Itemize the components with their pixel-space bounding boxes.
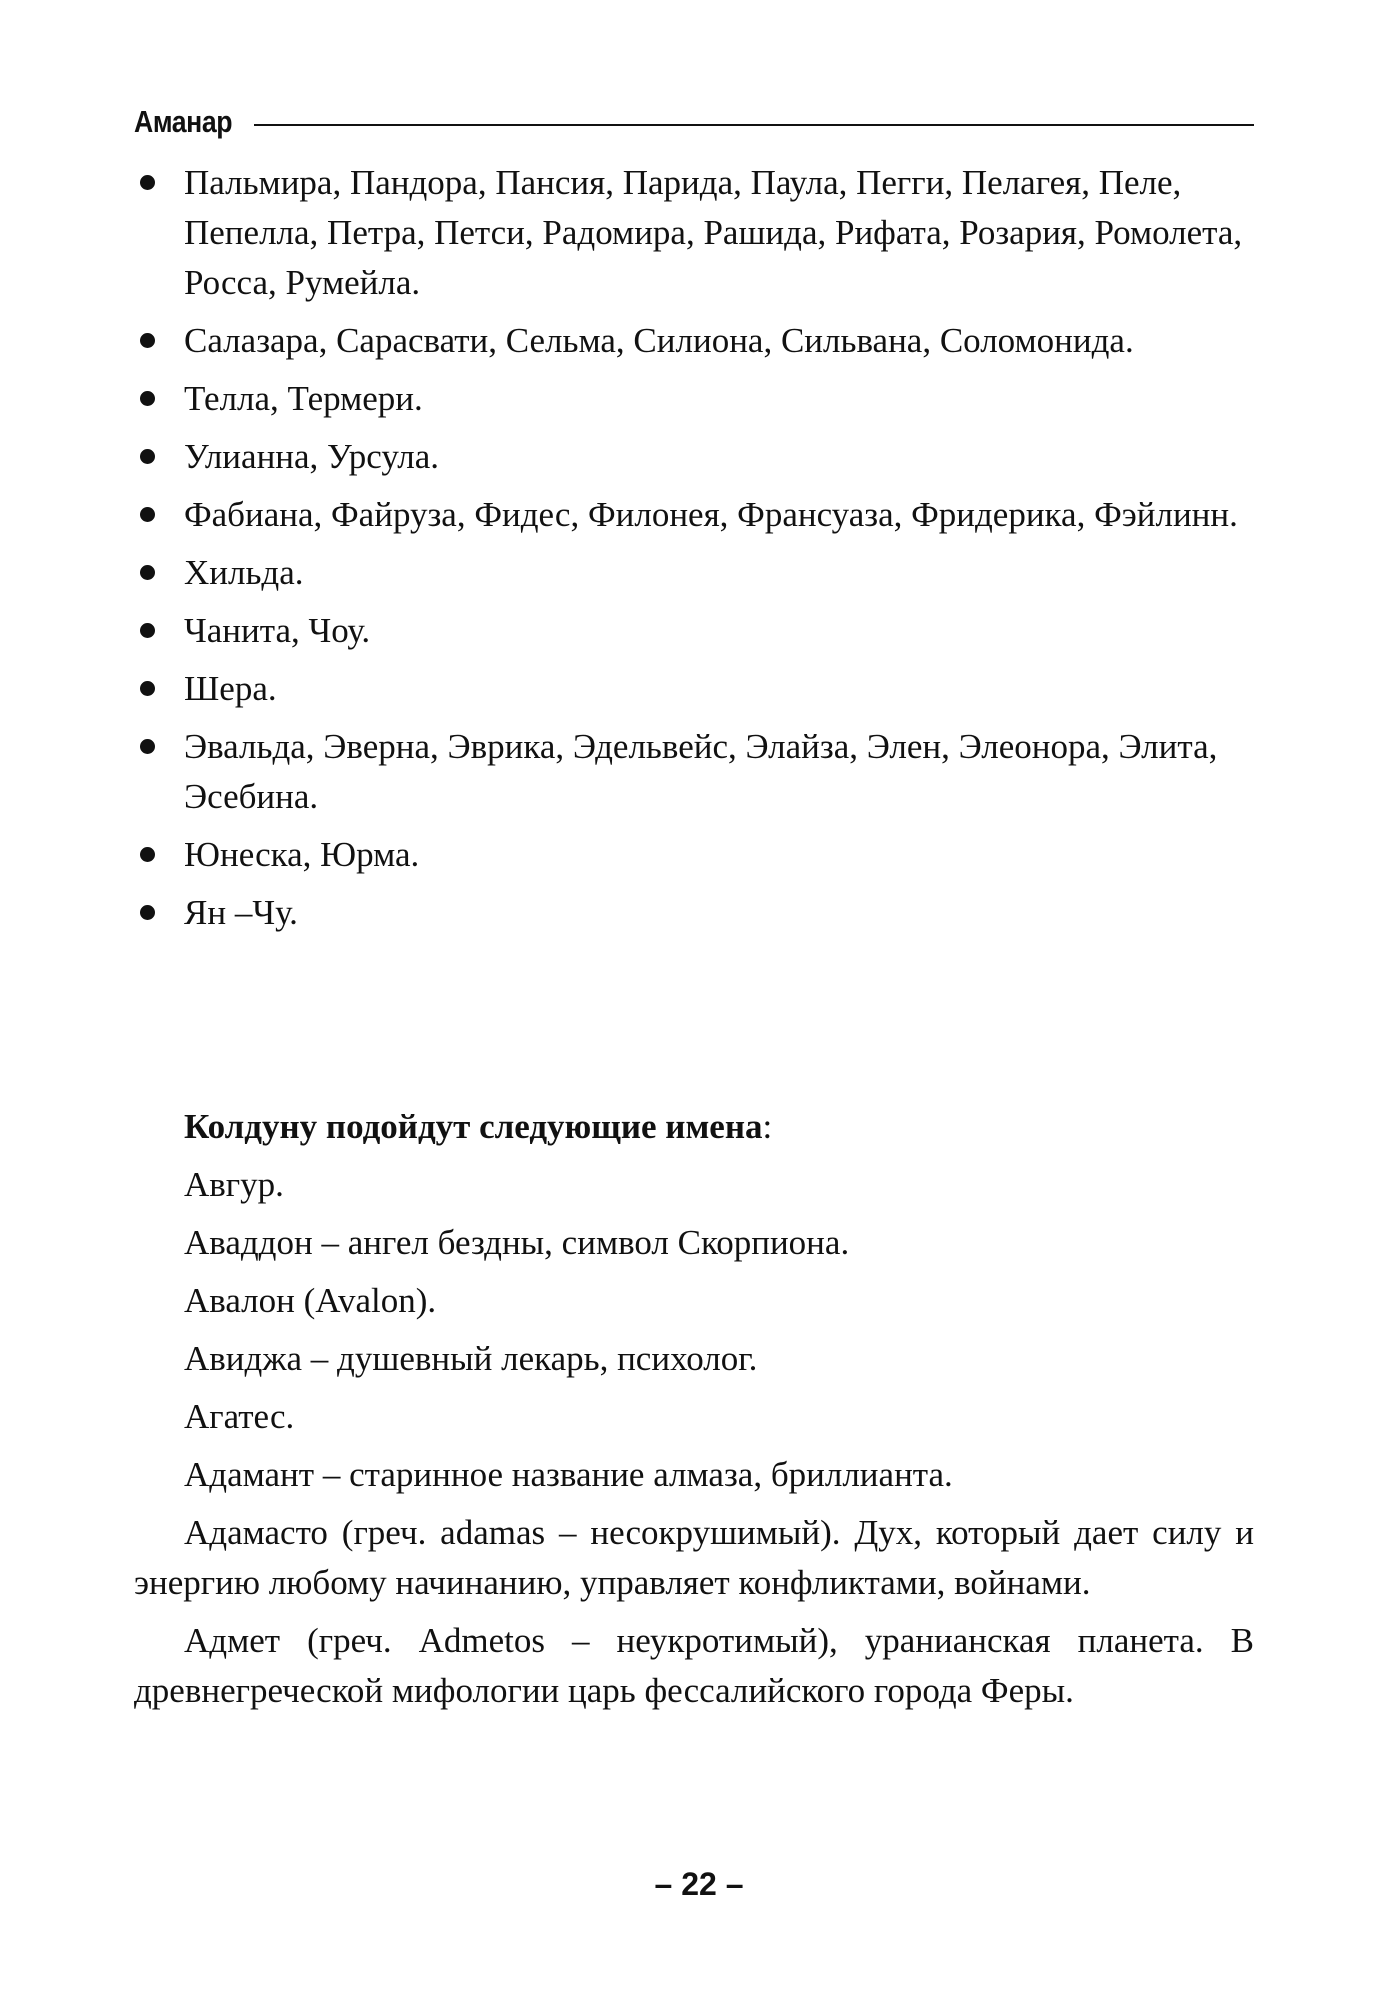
header-title: Аманар <box>134 104 233 139</box>
running-header <box>134 100 1254 144</box>
name-entry: Агатес. <box>184 1397 295 1436</box>
list-item <box>134 664 1254 714</box>
name-entry: Авгур. <box>184 1165 284 1204</box>
list-item-text: Шера. <box>184 669 277 708</box>
page-number: – 22 – <box>654 1866 744 1902</box>
warlock-names-section <box>134 1102 1254 1724</box>
bullet-icon <box>140 391 155 406</box>
list-item-text: Ян –Чу. <box>184 893 298 932</box>
section-heading-text: Колдуну подойдут следующие имена <box>184 1107 763 1146</box>
section-heading <box>184 1102 1254 1152</box>
list-item-text: Хильда. <box>184 553 304 592</box>
list-item-text: Пальмира, Пандора, Пансия, Парида, Паула, Пегги, Пелагея, Пеле, Пепелла, Петра, Петси, Радомира, Рашида, Рифата, Розария, Ромолета, Росса, Румейла. <box>184 163 1243 302</box>
bullet-icon <box>140 905 155 920</box>
name-entry: Аваддон – ангел бездны, символ Скорпиона. <box>184 1223 850 1262</box>
bullet-icon <box>140 175 155 190</box>
bullet-icon <box>140 449 155 464</box>
list-item-text: Эвальда, Эверна, Эврика, Эдельвейс, Элайза, Элен, Элеонора, Элита, Эсебина. <box>184 727 1218 816</box>
list-item <box>134 722 1254 822</box>
list-item <box>134 432 1254 482</box>
header-rule <box>254 124 1254 126</box>
bullet-icon <box>140 623 155 638</box>
list-item <box>134 606 1254 656</box>
bullet-icon <box>140 681 155 696</box>
name-bullet-list <box>134 158 1254 946</box>
list-item <box>134 888 1254 938</box>
name-entry: Авалон (Avalon). <box>184 1281 437 1320</box>
name-entry: Адмет (греч. Admetos – неукротимый), уранианская планета. В древнегреческой мифологии царь фессалийского города Феры. <box>134 1621 1254 1710</box>
list-item-text: Телла, Термери. <box>184 379 423 418</box>
list-item-text: Салазара, Сарасвати, Сельма, Силиона, Сильвана, Соломонида. <box>184 321 1134 360</box>
list-item <box>134 316 1254 366</box>
list-item-text: Чанита, Чоу. <box>184 611 371 650</box>
bullet-icon <box>140 333 155 348</box>
bullet-icon <box>140 739 155 754</box>
name-entry: Адамасто (греч. adamas – несокрушимый). Дух, который дает силу и энергию любому начинанию, управляет конфликтами, войнами. <box>134 1513 1254 1602</box>
list-item <box>134 830 1254 880</box>
list-item-text: Улианна, Урсула. <box>184 437 440 476</box>
list-item <box>134 158 1254 308</box>
name-entry: Авиджа – душевный лекарь, психолог. <box>184 1339 758 1378</box>
list-item <box>134 490 1254 540</box>
list-item <box>134 548 1254 598</box>
list-item-text: Фабиана, Файруза, Фидес, Филонея, Франсуаза, Фридерика, Фэйлинн. <box>184 495 1238 534</box>
section-heading-colon: : <box>762 1107 773 1146</box>
bullet-icon <box>140 507 155 522</box>
bullet-icon <box>140 565 155 580</box>
list-item-text: Юнеска, Юрма. <box>184 835 420 874</box>
list-item <box>134 374 1254 424</box>
bullet-icon <box>140 847 155 862</box>
name-entry: Адамант – старинное название алмаза, бриллианта. <box>184 1455 953 1494</box>
